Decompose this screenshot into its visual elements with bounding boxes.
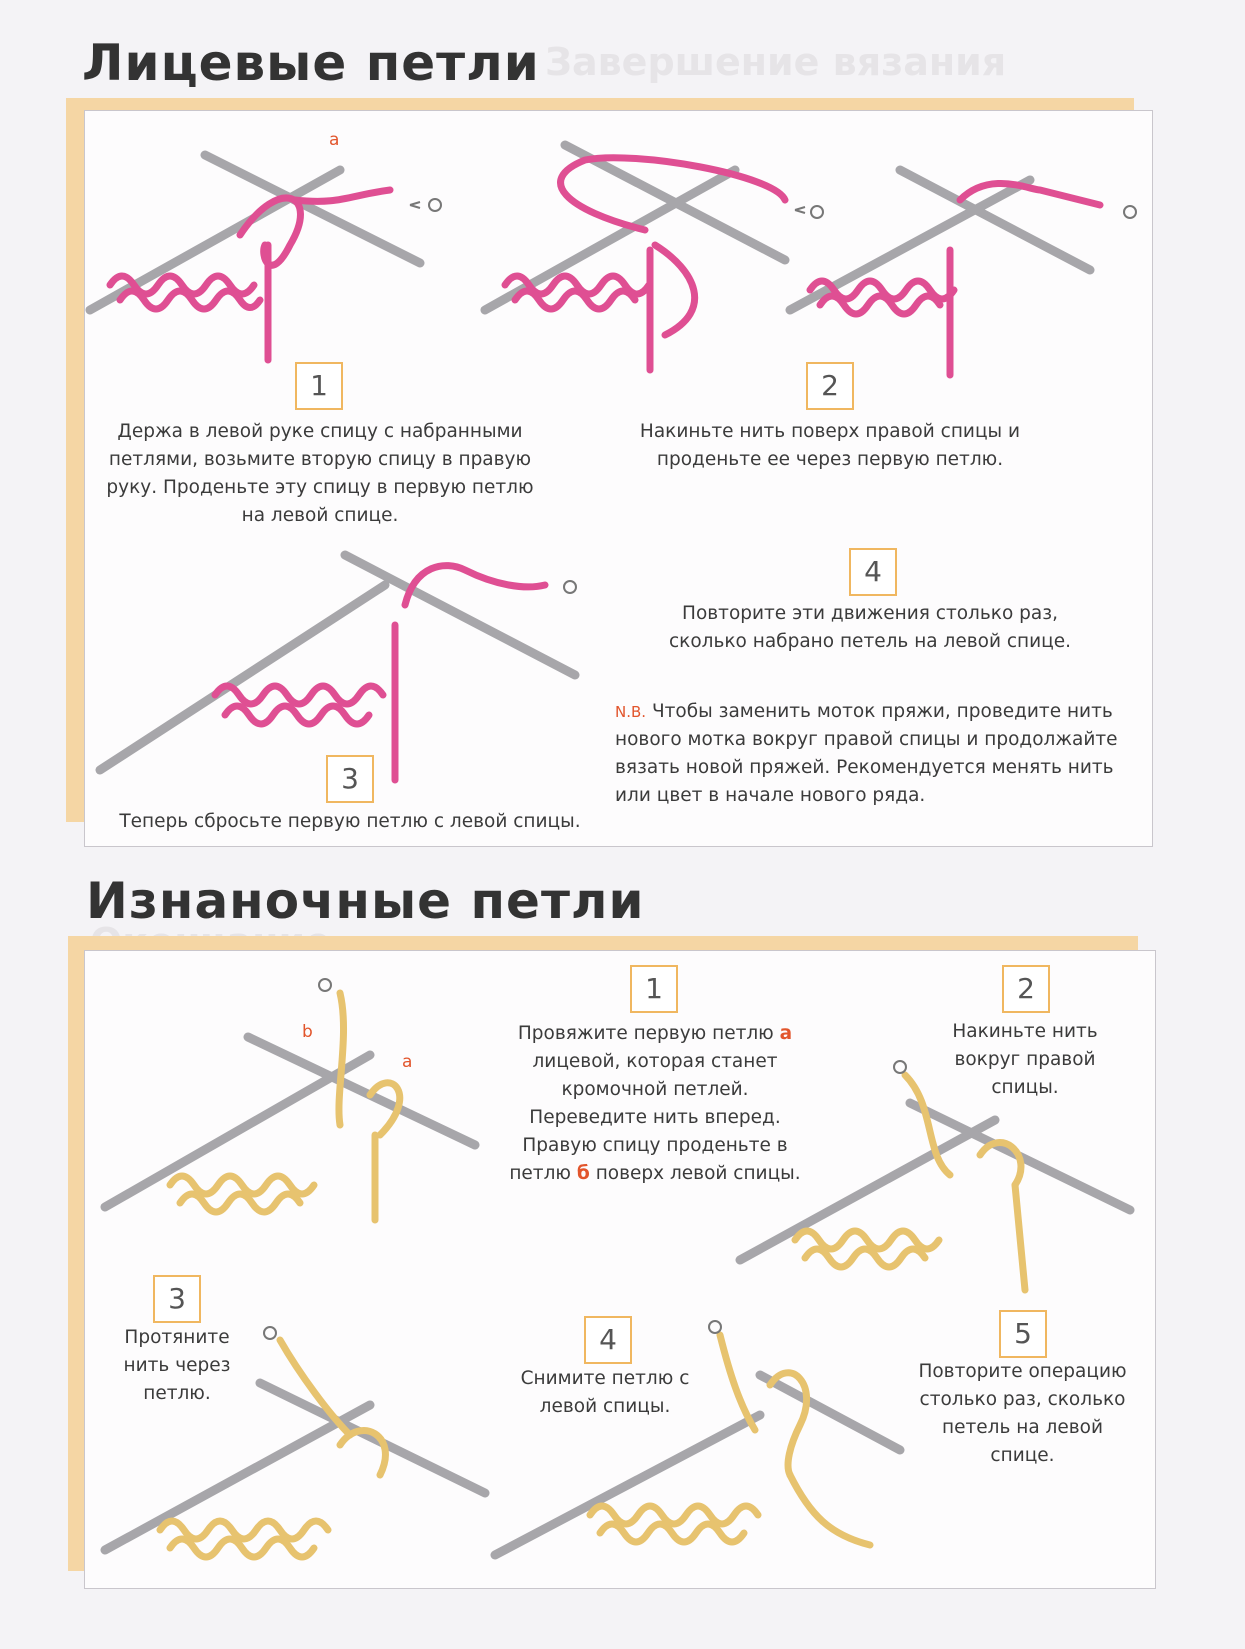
step-number: 1 [295,362,343,410]
label-b: b [302,1022,313,1042]
step-text: Повторите эти движения столько раз, сколько набрано петель на левой спице. [668,603,1071,652]
note [615,698,1135,810]
section-title-purl: Изнаночные петли [86,872,645,930]
note-text: Чтобы заменить моток пряжи, проведите нить нового мотка вокруг правой спицы и продолжайте вязать новой пряжей. Рекомендуется менять нить или цвет в начале нового ряда. [615,701,1118,806]
step-number: 2 [1002,965,1050,1013]
purl-figure-4 [490,1315,910,1575]
purl-figure-1 [100,975,490,1235]
step-text: Протяните нить через петлю. [123,1327,231,1404]
step-number: 5 [999,1310,1047,1358]
step-text: Повторите операцию столько раз, сколько петель на левой спице. [918,1361,1127,1466]
step-text: Теперь сбросьте первую петлю с левой спицы. [119,811,581,832]
step-text: Снимите петлю с левой спицы. [520,1368,690,1417]
step-number: 3 [153,1275,201,1323]
knit-figure-1 [90,135,470,375]
step1-part3: поверх левой спицы. [595,1163,801,1184]
purl-figure-2 [735,1045,1135,1305]
step-number: 4 [584,1316,632,1364]
step1-part2: лицевой, которая станет кромочной петлей. Переведите нить вперед. Правую спицу проденьте в петлю [509,1051,788,1184]
mark-b: б [576,1163,590,1184]
step-text: Накиньте нить вокруг правой спицы. [952,1021,1098,1098]
ghost-heading: Завершение вязания [545,40,1007,84]
step-number: 1 [630,965,678,1013]
mark-a: а [779,1023,793,1044]
step-number: 4 [849,548,897,596]
knit-figure-2b [790,160,1150,380]
step-number: 3 [326,755,374,803]
step-text: Держа в левой руке спицу с набранными петлями, возьмите вторую спицу в правую руку. Проденьте эту спицу в первую петлю на левой спице. [106,421,534,526]
step1-part1: Провяжите первую петлю [517,1023,774,1044]
label-a: a [402,1052,413,1072]
section-title-knit: Лицевые петли [82,34,540,92]
knit-figure-2 [455,130,835,380]
step-text: Накиньте нить поверх правой спицы и проденьте ее через первую петлю. [639,421,1021,470]
step-number: 2 [806,362,854,410]
note-tag: N.B. [615,703,647,721]
label-a: а [329,130,340,150]
